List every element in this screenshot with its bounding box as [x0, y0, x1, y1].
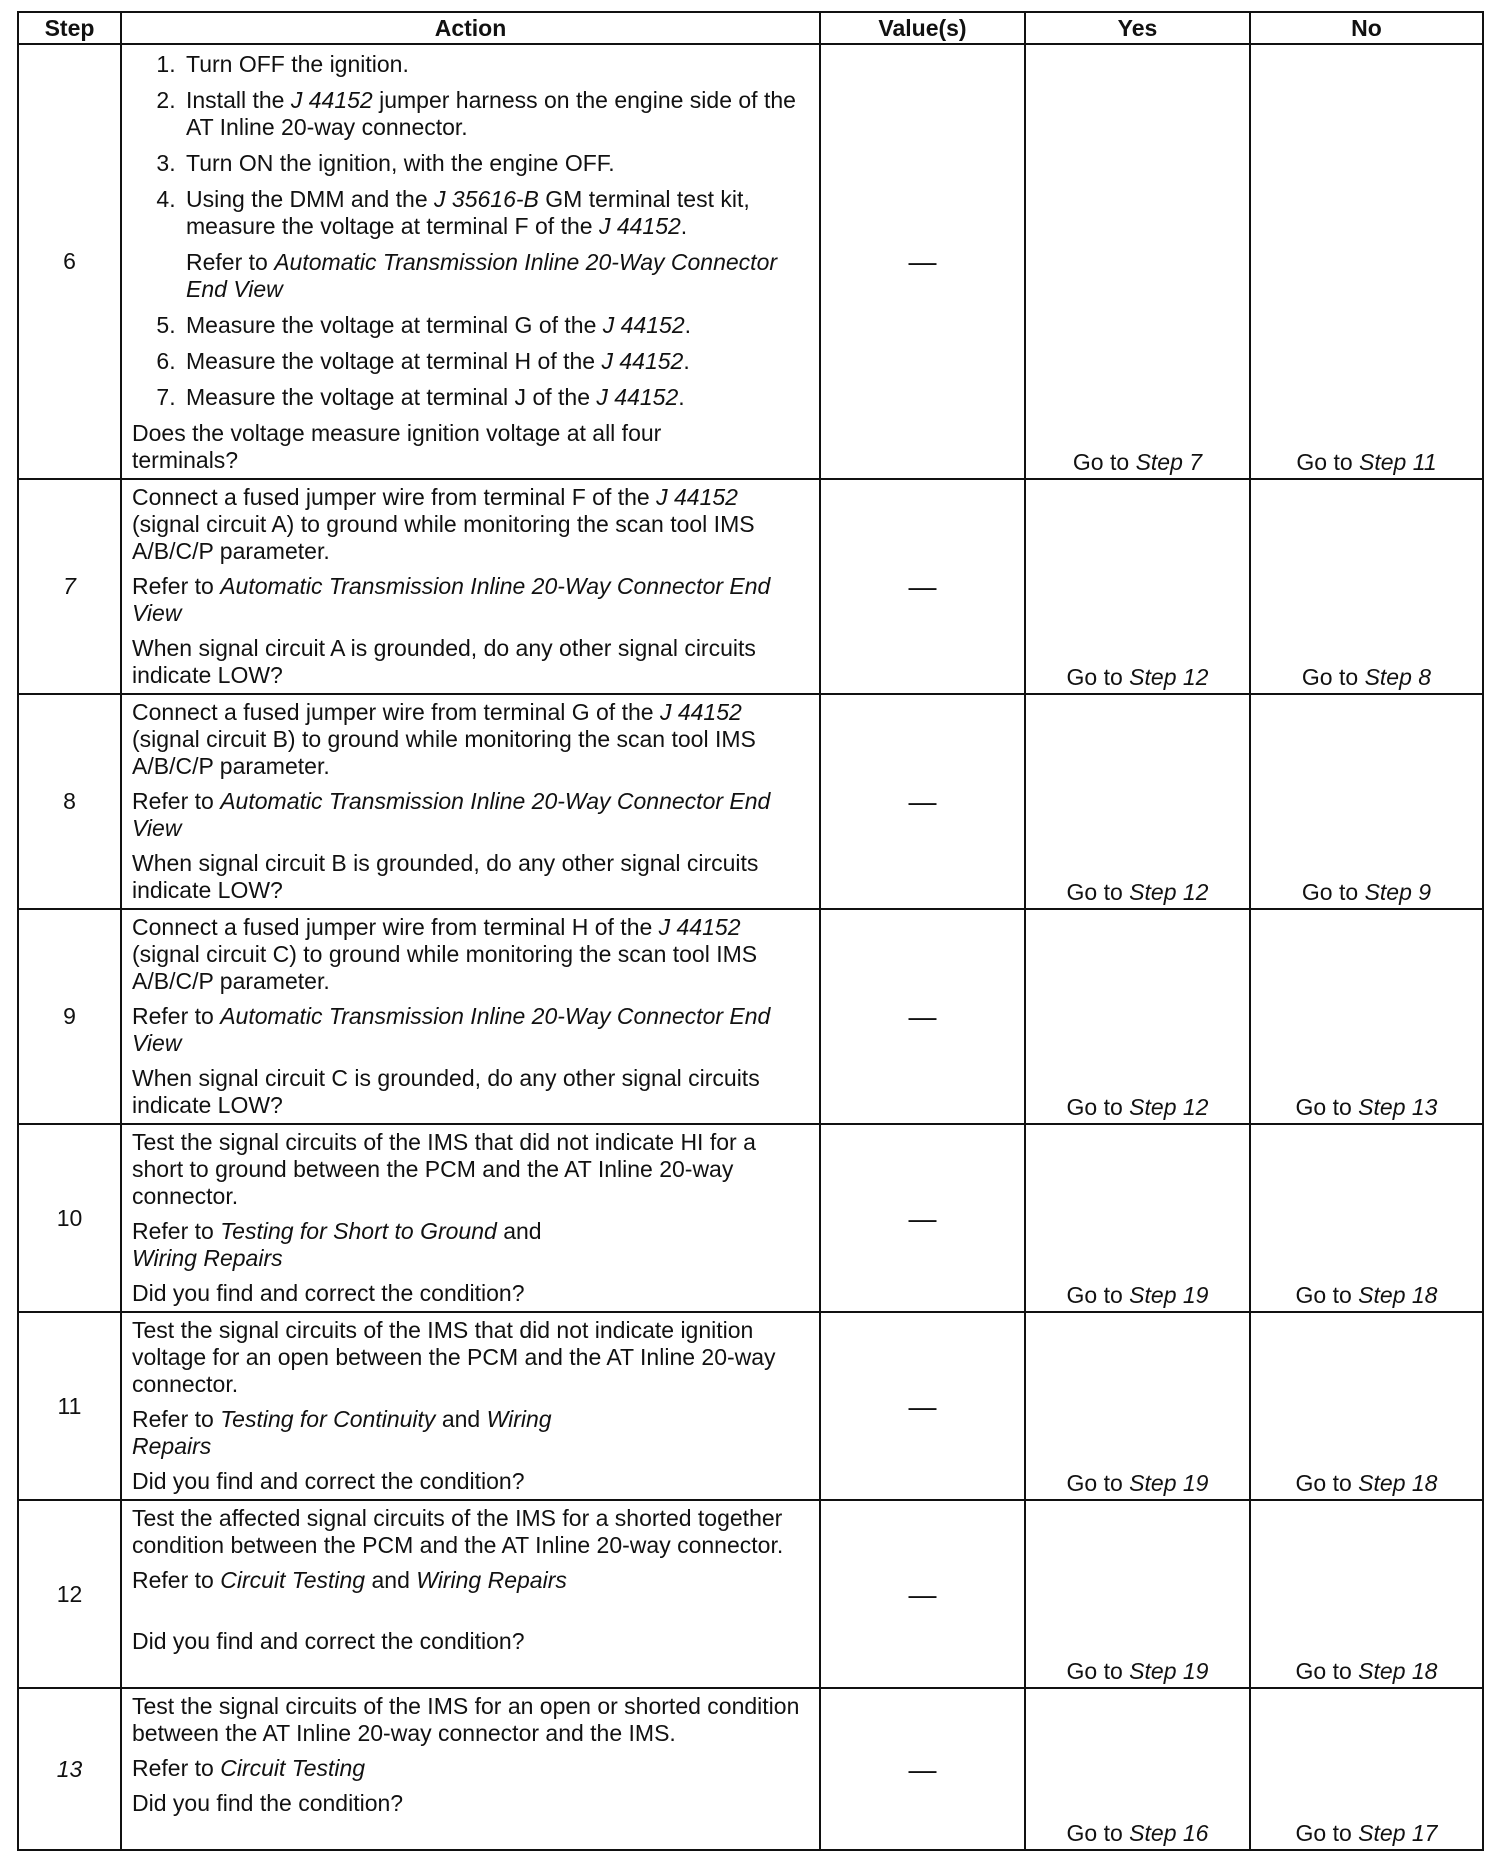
yes-cell: Go to Step 12 [1025, 909, 1250, 1124]
reference-link[interactable]: Automatic Transmission Inline 20-Way Connector End View [132, 573, 771, 626]
no-step-link[interactable]: Step 8 [1364, 664, 1432, 690]
yes-step-link[interactable]: Step 12 [1129, 664, 1209, 690]
yes-cell: Go to Step 7 [1025, 44, 1250, 479]
table-row [18, 479, 1483, 694]
reference-link[interactable]: Automatic Transmission Inline 20-Way Connector End View [186, 249, 778, 302]
action-paragraph: Test the signal circuits of the IMS that did not indicate HI for a short to ground between the PCM and the AT Inline 20-way connector. [132, 1129, 756, 1209]
reference-link[interactable]: Testing for Continuity [220, 1406, 436, 1432]
list-item: 1. Turn OFF the ignition. [182, 51, 809, 78]
no-step-link[interactable]: Step 13 [1358, 1094, 1438, 1120]
no-cell: Go to Step 8 [1250, 479, 1483, 694]
yes-step-link[interactable]: Step 19 [1129, 1282, 1209, 1308]
action-cell [121, 909, 820, 1124]
step-number: 11 [18, 1312, 121, 1500]
action-steps-list [132, 51, 809, 411]
action-paragraph: Connect a fused jumper wire from terminal G of the J 44152 (signal circuit B) to ground while monitoring the scan tool IMS A/B/C/P parameter. [132, 699, 756, 779]
table-row [18, 1500, 1483, 1688]
refer-note: Refer to Automatic Transmission Inline 20-Way Connector End View [132, 788, 771, 841]
yes-cell: Go to Step 16 [1025, 1688, 1250, 1850]
refer-note: Refer to Circuit Testing [132, 1755, 366, 1781]
action-paragraph: Test the affected signal circuits of the IMS for a shorted together condition between the PCM and the AT Inline 20-way connector. [132, 1505, 784, 1558]
header-yes: Yes [1025, 12, 1250, 44]
reference-link[interactable]: Circuit Testing [220, 1567, 366, 1593]
question-text: When signal circuit A is grounded, do any other signal circuits indicate LOW? [132, 635, 756, 688]
no-cell: Go to Step 9 [1250, 694, 1483, 909]
value-cell: — [820, 1124, 1025, 1312]
yes-cell: Go to Step 19 [1025, 1500, 1250, 1688]
question-text: When signal circuit B is grounded, do any other signal circuits indicate LOW? [132, 850, 759, 903]
yes-cell: Go to Step 12 [1025, 479, 1250, 694]
question-text: Did you find and correct the condition? [132, 1628, 525, 1654]
diagnostic-table [17, 11, 1484, 1851]
no-step-link[interactable]: Step 18 [1358, 1658, 1438, 1684]
header-row [18, 12, 1483, 44]
list-item: 3. Turn ON the ignition, with the engine OFF. [182, 150, 809, 177]
yes-step-link[interactable]: Step 12 [1129, 879, 1209, 905]
list-item: 6. Measure the voltage at terminal H of the J 44152. [182, 348, 809, 375]
question-text: When signal circuit C is grounded, do any other signal circuits indicate LOW? [132, 1065, 760, 1118]
step-number: 12 [18, 1500, 121, 1688]
reference-link[interactable]: Automatic Transmission Inline 20-Way Connector End View [132, 788, 771, 841]
header-step: Step [18, 12, 121, 44]
yes-cell: Go to Step 19 [1025, 1312, 1250, 1500]
action-cell [121, 694, 820, 909]
table-row [18, 44, 1483, 479]
reference-link[interactable]: Wiring Repairs [132, 1406, 552, 1459]
list-item: 4. Using the DMM and the J 35616-B GM terminal test kit, measure the voltage at terminal F of the J 44152. Refer to Automatic Transmission Inline 20-Way Connector End View [182, 186, 809, 303]
no-step-link[interactable]: Step 11 [1359, 449, 1437, 475]
no-step-link[interactable]: Step 9 [1364, 879, 1432, 905]
yes-step-link[interactable]: Step 19 [1129, 1470, 1209, 1496]
yes-cell: Go to Step 19 [1025, 1124, 1250, 1312]
action-cell [121, 1312, 820, 1500]
value-cell: — [820, 909, 1025, 1124]
no-step-link[interactable]: Step 17 [1358, 1820, 1438, 1846]
action-cell [121, 479, 820, 694]
refer-note: Refer to Automatic Transmission Inline 20-Way Connector End View [132, 1003, 771, 1056]
diagnostic-page [17, 11, 1482, 1851]
action-paragraph: Connect a fused jumper wire from terminal H of the J 44152 (signal circuit C) to ground while monitoring the scan tool IMS A/B/C/P parameter. [132, 914, 758, 994]
no-cell: Go to Step 17 [1250, 1688, 1483, 1850]
value-cell: — [820, 1312, 1025, 1500]
yes-step-link[interactable]: Step 16 [1129, 1820, 1209, 1846]
action-cell [121, 44, 820, 479]
value-cell: — [820, 479, 1025, 694]
refer-note: Refer to Testing for Continuity and Wiring Repairs [132, 1406, 552, 1459]
header-action: Action [121, 12, 820, 44]
yes-step-link[interactable]: Step 19 [1129, 1658, 1209, 1684]
table-row [18, 1312, 1483, 1500]
action-paragraph: Test the signal circuits of the IMS for an open or shorted condition between the AT Inline 20-way connector and the IMS. [132, 1693, 800, 1746]
list-item: 5. Measure the voltage at terminal G of the J 44152. [182, 312, 809, 339]
table-row [18, 1124, 1483, 1312]
no-cell: Go to Step 11 [1250, 44, 1483, 479]
yes-step-link[interactable]: Step 12 [1129, 1094, 1209, 1120]
step-number: 10 [18, 1124, 121, 1312]
value-cell: — [820, 1500, 1025, 1688]
table-row [18, 909, 1483, 1124]
value-cell: — [820, 1688, 1025, 1850]
table-row [18, 694, 1483, 909]
header-no: No [1250, 12, 1483, 44]
value-cell: — [820, 694, 1025, 909]
step-number: 9 [18, 909, 121, 1124]
action-paragraph: Test the signal circuits of the IMS that did not indicate ignition voltage for an open between the PCM and the AT Inline 20-way connector. [132, 1317, 776, 1397]
action-paragraph: Connect a fused jumper wire from terminal F of the J 44152 (signal circuit A) to ground while monitoring the scan tool IMS A/B/C/P parameter. [132, 484, 755, 564]
no-step-link[interactable]: Step 18 [1358, 1282, 1438, 1308]
refer-note: Refer to Automatic Transmission Inline 20-Way Connector End View [132, 573, 771, 626]
reference-link[interactable]: Wiring Repairs [132, 1245, 283, 1271]
header-values: Value(s) [820, 12, 1025, 44]
yes-cell: Go to Step 12 [1025, 694, 1250, 909]
question-text: Did you find and correct the condition? [132, 1280, 525, 1306]
question-text: Did you find and correct the condition? [132, 1468, 525, 1494]
question-text: Did you find the condition? [132, 1790, 404, 1816]
action-cell [121, 1500, 820, 1688]
no-cell: Go to Step 18 [1250, 1500, 1483, 1688]
no-cell: Go to Step 18 [1250, 1124, 1483, 1312]
step-number: 6 [18, 44, 121, 479]
no-cell: Go to Step 18 [1250, 1312, 1483, 1500]
reference-link[interactable]: Testing for Short to Ground [220, 1218, 497, 1244]
table-row [18, 1688, 1483, 1850]
step-number: 13 [18, 1688, 121, 1850]
no-step-link[interactable]: Step 18 [1358, 1470, 1438, 1496]
refer-note: Refer to Testing for Short to Ground and Wiring Repairs [132, 1218, 542, 1271]
action-cell [121, 1688, 820, 1850]
step-number: 7 [18, 479, 121, 694]
reference-link[interactable]: Circuit Testing [220, 1755, 366, 1781]
yes-step-link[interactable]: Step 7 [1135, 449, 1203, 475]
reference-link[interactable]: Wiring Repairs [416, 1567, 567, 1593]
list-item: 7. Measure the voltage at terminal J of the J 44152. [182, 384, 809, 411]
value-cell: — [820, 44, 1025, 479]
action-cell [121, 1124, 820, 1312]
list-item: 2. Install the J 44152 jumper harness on the engine side of the AT Inline 20-way connector. [182, 87, 809, 141]
refer-note: Refer to Circuit Testing and Wiring Repairs [132, 1567, 567, 1593]
question-text: Does the voltage measure ignition voltage at all four terminals? [132, 420, 662, 473]
reference-link[interactable]: Automatic Transmission Inline 20-Way Connector End View [132, 1003, 771, 1056]
step-number: 8 [18, 694, 121, 909]
refer-note: Refer to Automatic Transmission Inline 20-Way Connector End View [186, 249, 778, 302]
no-cell: Go to Step 13 [1250, 909, 1483, 1124]
